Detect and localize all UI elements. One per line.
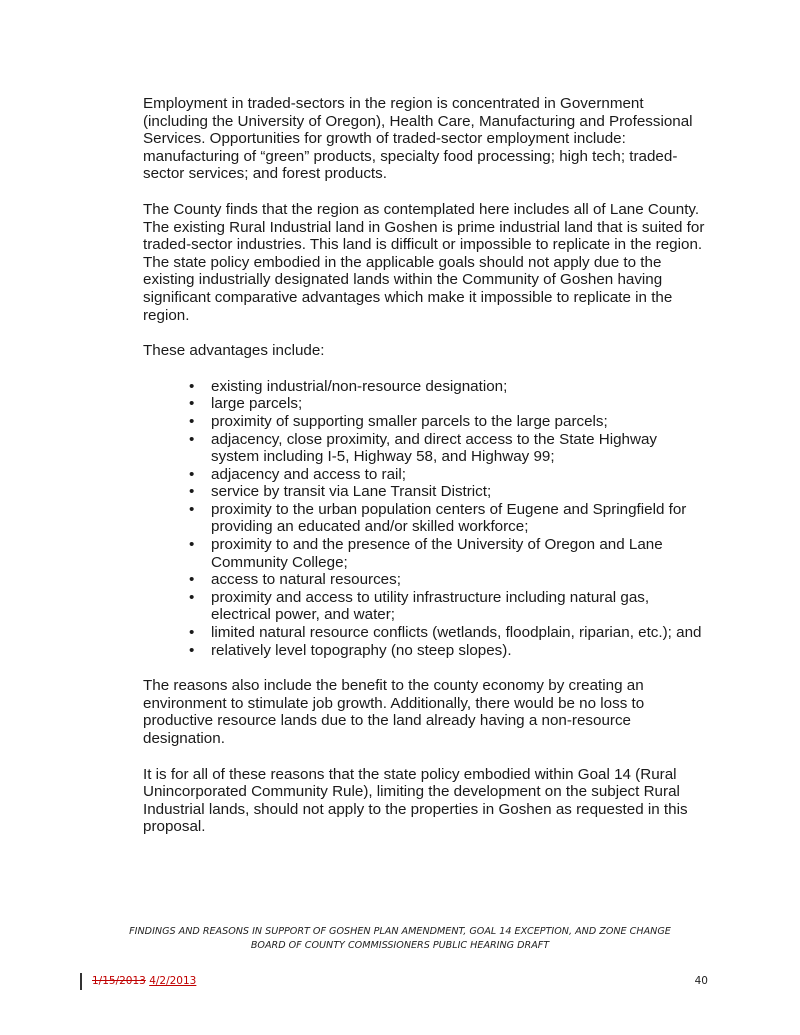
list-item: • proximity of supporting smaller parcels to the large parcels; [211,413,708,431]
advantages-list [143,378,708,660]
list-item: • access to natural resources; [211,571,708,589]
paragraph-traded-sectors: Employment in traded-sectors in the region is concentrated in Government (including the University of Oregon), Health Care, Manufacturing and Professional Services. Opportunities for growth of traded-sector employment include: manufacturing of “green” products, specialty food processing; high tech; traded-sector services; and forest products. [143,95,693,183]
list-item: • service by transit via Lane Transit District; [211,483,708,501]
paragraph-economic-benefit: The reasons also include the benefit to the county economy by creating an environment to stimulate job growth. Additionally, there would be no loss to productive resource lands due to the land already having a non-resource designation. [143,677,645,747]
list-item: • proximity to the urban population centers of Eugene and Springfield for providing an educated and/or skilled workforce; [211,501,708,536]
inserted-date: 4/2/2013 [149,975,197,987]
list-item: • adjacency, close proximity, and direct access to the State Highway system including I-5, Highway 58, and Highway 99; [211,431,708,466]
footer-subtitle: BOARD OF COUNTY COMMISSIONERS PUBLIC HEARING DRAFT [250,940,550,951]
footer-title: FINDINGS AND REASONS IN SUPPORT OF GOSHEN PLAN AMENDMENT, GOAL 14 EXCEPTION, AND ZONE CHANGE [129,926,671,937]
revision-dates [92,975,196,987]
page-body [143,95,708,854]
paragraph-conclusion: It is for all of these reasons that the state policy embodied within Goal 14 (Rural Unincorporated Community Rule), limiting the development on the subject Rural Industrial lands, should not apply to the properties in Goshen as requested in this proposal. [143,765,688,836]
list-item: • proximity to and the presence of the University of Oregon and Lane Community College; [211,536,708,571]
paragraph-county-findings: The County finds that the region as contemplated here includes all of Lane County. The existing Rural Industrial land in Goshen is prime industrial land that is suited for traded-sector industries. This land is difficult or impossible to replicate in the region. The state policy embodied in the applicable goals should not apply due to the existing industrially designated lands within the Community of Goshen having significant comparative advantages which make it impossible to replicate in the region. [143,200,705,324]
list-item: • limited natural resource conflicts (wetlands, floodplain, riparian, etc.); and [211,624,708,642]
list-item: • adjacency and access to rail; [211,466,708,484]
page-footer [0,925,800,953]
list-item: • existing industrial/non-resource designation; [211,378,708,396]
list-item: • relatively level topography (no steep slopes). [211,642,708,660]
list-item: • large parcels; [211,395,708,413]
deleted-date: 1/15/2013 [92,975,146,987]
paragraph-advantages-intro: These advantages include: [143,342,325,360]
change-bar [80,973,82,990]
page-number: 40 [694,975,708,987]
list-item: • proximity and access to utility infrastructure including natural gas, electrical power, and water; [211,589,708,624]
